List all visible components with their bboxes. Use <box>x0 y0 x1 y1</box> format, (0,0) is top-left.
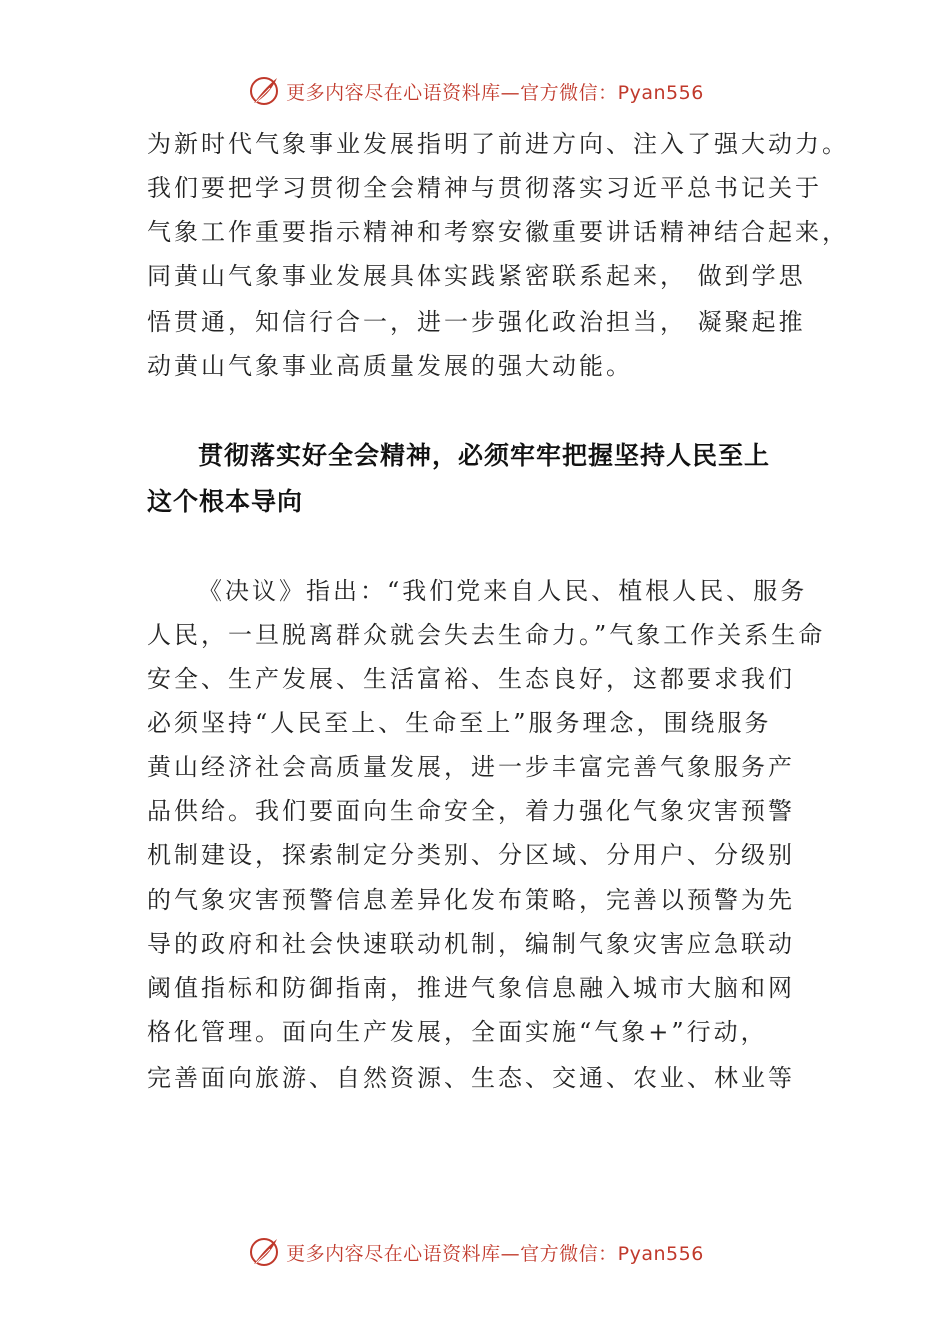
paragraph-line: 格化管理。面向生产发展，全面实施“气象+”行动， <box>147 1018 768 1046</box>
paragraph-line: 黄山经济社会高质量发展，进一步丰富完善气象服务产 <box>147 753 795 781</box>
paragraph-line: 同黄山气象事业发展具体实践紧密联系起来， 做到学思 <box>147 262 806 290</box>
feather-pen-logo-icon <box>246 1234 282 1270</box>
paragraph-line: 品供给。我们要面向生命安全，着力强化气象灾害预警 <box>147 797 795 825</box>
paragraph-line: 的气象灾害预警信息差异化发布策略，完善以预警为先 <box>147 886 795 914</box>
watermark-header <box>0 71 950 111</box>
paragraph-line: 悟贯通，知信行合一，进一步强化政治担当， 凝聚起推 <box>147 308 806 336</box>
watermark-text: 更多内容尽在心语资料库—官方微信：Pyan556 <box>286 81 704 104</box>
paragraph-line: 完善面向旅游、自然资源、生态、交通、农业、林业等 <box>147 1064 795 1092</box>
paragraph-line: 我们要把学习贯彻全会精神与贯彻落实习近平总书记关于 <box>147 174 822 202</box>
feather-pen-logo-icon <box>246 73 282 109</box>
paragraph-line: 阈值指标和防御指南，推进气象信息融入城市大脑和网 <box>147 974 795 1002</box>
heading-line: 这个根本导向 <box>147 487 304 516</box>
paragraph-line: 人民，一旦脱离群众就会失去生命力。”气象工作关系生命 <box>147 621 826 649</box>
heading-line: 贯彻落实好全会精神，必须牢牢把握坚持人民至上 <box>198 441 771 470</box>
paragraph-line: 安全、生产发展、生活富裕、生态良好，这都要求我们 <box>147 665 795 693</box>
paragraph-line: 气象工作重要指示精神和考察安徽重要讲话精神结合起来， <box>147 218 849 246</box>
paragraph-line: 动黄山气象事业高质量发展的强大动能。 <box>147 352 633 380</box>
paragraph-line: 机制建设，探索制定分类别、分区域、分用户、分级别 <box>147 841 795 869</box>
watermark-text: 更多内容尽在心语资料库—官方微信：Pyan556 <box>286 1242 704 1265</box>
paragraph-line: 导的政府和社会快速联动机制，编制气象灾害应急联动 <box>147 930 795 958</box>
paragraph-line: 《决议》指出：“我们党来自人民、植根人民、服务 <box>198 577 808 605</box>
watermark-footer <box>0 1232 950 1272</box>
paragraph-line: 必须坚持“人民至上、生命至上”服务理念，围绕服务 <box>147 709 772 737</box>
paragraph-line: 为新时代气象事业发展指明了前进方向、注入了强大动力。 <box>147 130 849 158</box>
